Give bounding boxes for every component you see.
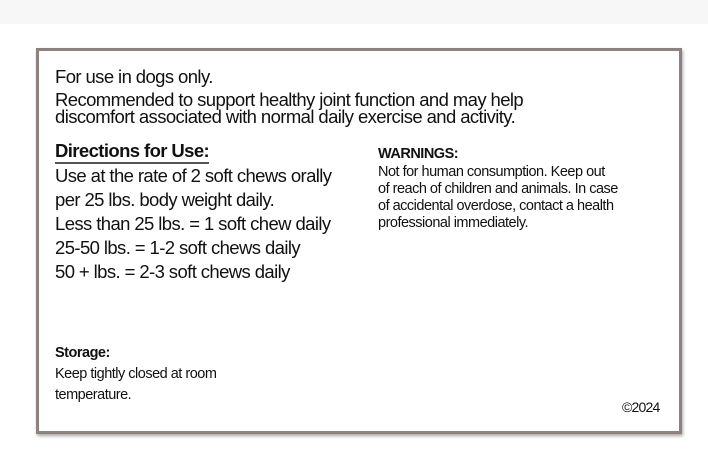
directions-line: Use at the rate of 2 soft chews orally bbox=[55, 165, 332, 186]
storage-line: temperature. bbox=[55, 387, 132, 403]
storage-line: Keep tightly closed at room bbox=[55, 366, 217, 382]
warnings-line: Not for human consumption. Keep out bbox=[378, 164, 605, 180]
directions-line: 25-50 lbs. = 1-2 soft chews daily bbox=[55, 237, 300, 258]
intro-line-2: Recommended to support healthy joint function and may help bbox=[55, 89, 524, 110]
storage-heading: Storage: bbox=[55, 345, 110, 361]
intro-line-1: For use in dogs only. bbox=[55, 66, 213, 87]
directions-heading: Directions for Use: bbox=[55, 140, 209, 164]
warnings-line: professional immediately. bbox=[378, 215, 529, 231]
intro-line-3: discomfort associated with normal daily exercise and activity. bbox=[55, 106, 516, 127]
directions-line: per 25 lbs. body weight daily. bbox=[55, 189, 275, 210]
warnings-line: of reach of children and animals. In case bbox=[378, 181, 618, 197]
copyright: ©2024 bbox=[622, 399, 660, 415]
product-label-panel bbox=[36, 48, 682, 434]
directions-line: Less than 25 lbs. = 1 soft chew daily bbox=[55, 213, 331, 234]
warnings-line: of accidental overdose, contact a health bbox=[378, 198, 614, 214]
warnings-heading: WARNINGS: bbox=[378, 146, 459, 162]
top-bar bbox=[0, 0, 708, 24]
directions-line: 50 + lbs. = 2-3 soft chews daily bbox=[55, 261, 290, 282]
